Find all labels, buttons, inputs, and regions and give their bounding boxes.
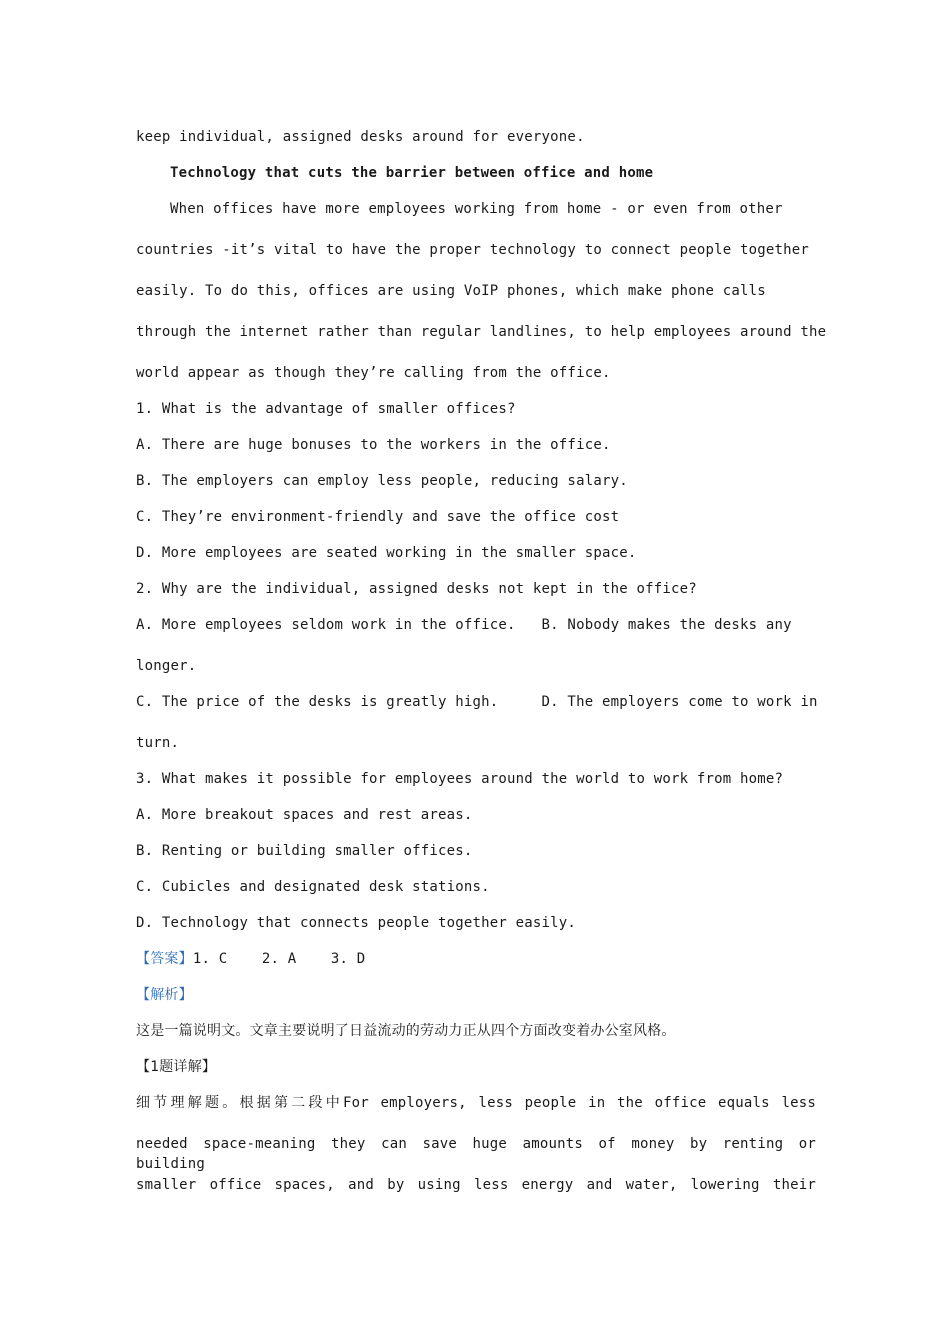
passage-line: world appear as though they’re calling from the office. [136,365,611,381]
passage-line: easily. To do this, offices are using VoIP phones, which make phone calls [136,283,766,299]
passage-line: countries -it’s vital to have the proper technology to connect people together [136,242,810,258]
question-stem: 2. Why are the individual, assigned desks not kept in the office? [136,581,697,597]
question-detail-label: 【1题详解】 [136,1059,217,1075]
question-option: longer. [136,658,197,674]
question-option: turn. [136,735,180,751]
passage-line: When offices have more employees working from home - or even from other [170,201,783,217]
analysis-line: smaller office spaces, and by using less energy and water, lowering their [136,1177,816,1193]
question-option: C. The price of the desks is greatly high. D. The employers come to work in [136,694,818,710]
question-option: C. Cubicles and designated desk stations. [136,879,490,895]
answer-text: 1. C 2. A 3. D [192,951,366,967]
question-option: B. Renting or building smaller offices. [136,843,473,859]
passage-line: through the internet rather than regular landlines, to help employees around the [136,324,827,340]
answer-line [136,949,816,969]
analysis-line: needed space-meaning they can save huge amounts of money by renting or building [136,1136,816,1172]
question-option: A. More employees seldom work in the office. B. Nobody makes the desks any [136,617,792,633]
analysis-label: 【解析】 [136,987,193,1003]
section-heading: Technology that cuts the barrier between office and home [170,165,654,181]
question-option: D. Technology that connects people together easily. [136,915,577,931]
question-option: A. More breakout spaces and rest areas. [136,807,473,823]
question-option: C. They’re environment-friendly and save the office cost [136,509,620,525]
passage-line: keep individual, assigned desks around for everyone. [136,129,585,145]
answer-label: 【答案】 [136,951,193,967]
analysis-summary: 这是一篇说明文。文章主要说明了日益流动的劳动力正从四个方面改变着办公室风格。 [136,1023,676,1039]
question-option: D. More employees are seated working in the smaller space. [136,545,637,561]
question-stem: 1. What is the advantage of smaller offices? [136,401,516,417]
question-option: B. The employers can employ less people, reducing salary. [136,473,628,489]
analysis-line: 细节理解题。根据第二段中For employers, less people in the office equals less [136,1095,816,1111]
question-stem: 3. What makes it possible for employees around the world to work from home? [136,771,784,787]
question-option: A. There are huge bonuses to the workers in the office. [136,437,611,453]
